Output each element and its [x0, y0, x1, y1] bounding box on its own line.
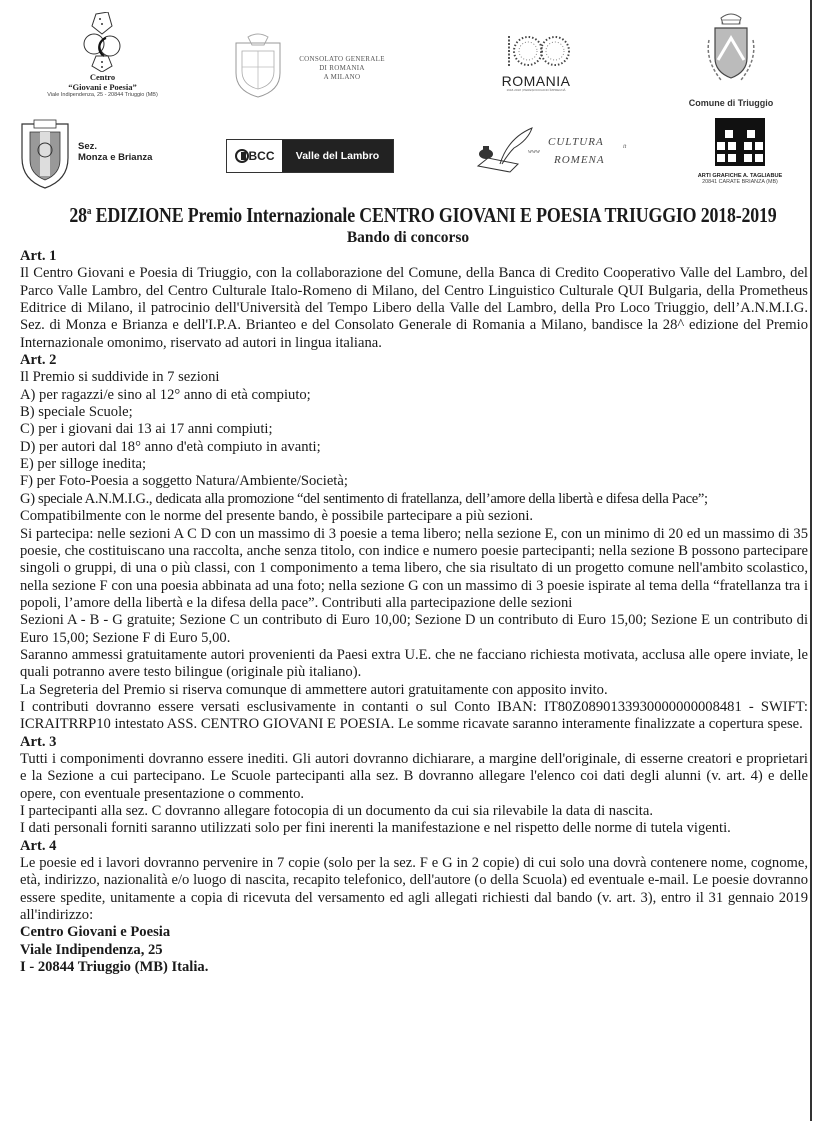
- cultura-www: www: [528, 149, 541, 155]
- consolato-line1: CONSOLATO GENERALE: [299, 55, 385, 63]
- anmig-shield-icon: [18, 118, 72, 190]
- art3-p2: I partecipanti alla sez. C dovranno allegare fotocopia di un documento da cui sia rilevabile la data di nascita.: [20, 803, 653, 819]
- arti-line1: ARTI GRAFICHE A. TAGLIABUE: [697, 173, 783, 179]
- art2-contributi: Sezioni A - B - G gratuite; Sezione C un contributo di Euro 10,00; Sezione D un contributo di Euro 15,00; Sezione E un contributo di Euro 15,00; Sezione F di Euro 5,00.: [20, 612, 808, 646]
- page-title: [69, 203, 777, 228]
- consolato-line2: DI ROMANIA: [319, 64, 365, 72]
- romania-100-logo: [495, 33, 577, 92]
- art1-text: Il Centro Giovani e Poesia di Triuggio, con la collaborazione del Comune, della Banca di Credito Cooperativo Valle del Lambro, del Parco Valle Lambro, del Centro Culturale Italo-Romeno di Milano, del Centro Linguistico Culturale QUI Bulgaria, della Prometheus Editrice di Milano, il patrocinio dell'Università del Tempo Libero della Valle del Lambro, della Pro Loco Triuggio, dell’A.N.M.I.G. Sez. di Monza e Brianza e dell'I.P.A. Brianteo e del Consolato Generale di Romania a Milano, bandisce la 28^ edizione del Premio Internazionale omonimo, riservato ad autori in lingua italiana.: [20, 265, 808, 351]
- centro-name-line2: “Giovani e Poesia”: [68, 82, 137, 92]
- art4-heading: Art. 4: [20, 837, 57, 854]
- anmig-line1: Sez.: [78, 141, 98, 152]
- section-item: A) per ragazzi/e sino al 12° anno di età compiuto;: [20, 386, 311, 403]
- section-item: C) per i giovani dai 13 ai 17 anni compiuti;: [20, 421, 273, 438]
- arti-grafiche-logo: [694, 118, 786, 185]
- art2-compat: Compatibilmente con le norme del presente bando, è possibile partecipare a più sezioni.: [20, 508, 534, 525]
- comune-triuggio-logo: [678, 10, 784, 108]
- art2-extra-ue: Saranno ammessi gratuitamente autori provenienti da Paesi extra U.E. che ne facciano richiesta motivata, acclusa alle opere inviate, le quali potranno avere testo bilingue (originale più italiano).: [20, 646, 808, 681]
- triuggio-crest-icon: [701, 10, 761, 90]
- bcc-mark-text: BCC: [248, 149, 275, 163]
- section-item: D) per autori dal 18° anno d'età compiuto in avanti;: [20, 438, 321, 455]
- arti-grafiche-grid-icon: [715, 118, 765, 166]
- anmig-line2: Monza e Brianza: [78, 152, 153, 163]
- anmig-logo: [18, 118, 178, 190]
- cultura-word1: CULTURA: [548, 136, 604, 148]
- art4-text: Le poesie ed i lavori dovranno pervenire in 7 copie (solo per la sez. F e G in 2 copie) di cui solo una dovrà contenere nome, cognome, età, indirizzo, nazionalità e/o luogo di nascita, recapito telefonico, dell'autore (o della Scuola) ed eventuale e-mail. Le poesie dovranno essere spedite, unitamente a copia di ricevuta del versamento ed agli allegati richiesti dal bando (v. art. 3), entro il 31 gennaio 2019 all'indirizzo:: [20, 855, 808, 924]
- art3-p1: Tutti i componimenti dovranno essere inediti. Gli autori dovranno dichiarare, a margine dell'originale, di esserne creatori e proprietari e la Sezione a cui partecipano. Le Scuole partecipanti alla sez. B dovranno allegare l'elenco coi dati degli alunni (v. art. 4) e delle opere, con eventuale presentazione o commento.: [20, 750, 808, 802]
- cultura-tld: it: [623, 144, 627, 150]
- section-item: B) speciale Scuole;: [20, 404, 133, 421]
- consolato-logo: [232, 33, 402, 98]
- title-superscript: a: [86, 204, 92, 217]
- art2-intro: Il Premio si suddivide in 7 sezioni: [20, 369, 220, 386]
- address-line: Centro Giovani e Poesia: [20, 924, 171, 941]
- address-line: I - 20844 Triuggio (MB) Italia.: [20, 959, 209, 976]
- art1-heading: Art. 1: [20, 248, 57, 264]
- bcc-tag: Valle del Lambro: [282, 140, 393, 172]
- centro-address: Viale Indipendenza, 25 - 20844 Triuggio (MB): [47, 92, 158, 98]
- section-item: E) per silloge inedita;: [20, 456, 147, 473]
- comune-label: Comune di Triuggio: [688, 98, 774, 108]
- romania-100-subtitle: 1918-2018 | PEREȘOCCUANO ÎMPREUNĂ: [506, 88, 566, 92]
- bcc-valle-lambro-logo: [226, 139, 394, 173]
- art3-p3: I dati personali forniti saranno utilizzati solo per fini inerenti la manifestazione e nel rispetto delle norme di tutela vigenti.: [20, 820, 731, 837]
- art3-heading: Art. 3: [20, 733, 57, 750]
- title-number: 28: [69, 203, 87, 227]
- page-subtitle: Bando di concorso: [346, 229, 470, 246]
- art2-partecipa: Si partecipa: nelle sezioni A C D con un massimo di 3 poesie a tema libero; nella sezione E, con un minimo di 20 ed un massimo di 35 poesie, che costituiscano una raccolta, anche senza titolo, con indice e numero poesie partecipanti; nella sezione B possono partecipare singoli o gruppi, di una o più classi, con 1 componimento a tema libero, che sia risultato di un progetto comune nell'ambito scolastico, nella sezione F con una poesia abbinata ad una foto; nella sezione G con un massimo di 3 poesie ispirate al tema della “fratellanza tra i popoli, l’amore della libertà e la difesa della pace”. Contributi alla partecipazione delle sezioni: [20, 525, 808, 611]
- consolato-line3: A MILANO: [323, 73, 361, 81]
- art2-versamento: I contributi dovranno essere versati esclusivamente in contanti o sul Conto IBAN: IT80Z0890133930000000008481 - SWIFT: ICRAITRRP10 intestato ASS. CENTRO GIOVANI E POESIA. Le somme ricavate saranno interamente finalizzate a copertura spese.: [20, 698, 808, 733]
- cultura-word2: ROMENA: [554, 154, 605, 166]
- address-line: Viale Indipendenza, 25: [20, 941, 163, 958]
- romania-100-mark-icon: [501, 33, 571, 69]
- art2-heading: Art. 2: [20, 352, 57, 369]
- title-text: EDIZIONE Premio Internazionale CENTRO GIOVANI E POESIA TRIUGGIO 2018-2019: [91, 203, 777, 227]
- document-body: [20, 248, 808, 976]
- centro-name-line1: Centro: [89, 72, 116, 82]
- bcc-mark-icon: [235, 149, 249, 163]
- section-item: F) per Foto-Poesia a soggetto Natura/Ambiente/Società;: [20, 473, 348, 490]
- poesia-emblem-icon: [78, 12, 128, 72]
- centro-giovani-poesia-logo: [20, 12, 185, 98]
- cultura-romena-logo: [470, 124, 640, 184]
- art2-segreteria: La Segreteria del Premio si riserva comunque di ammettere autori gratuitamente con apposito invito.: [20, 681, 608, 698]
- page-edge-line: [810, 0, 812, 1121]
- arti-line2: 20841 CARATE BRIANZA (MB): [702, 179, 778, 185]
- section-item: G) speciale A.N.M.I.G., dedicata alla promozione “del sentimento di fratellanza, dell’amore della libertà e difesa della Pace”;: [20, 490, 708, 507]
- romania-word: ROMANIA: [501, 73, 571, 89]
- romania-coat-of-arms-icon: [232, 33, 284, 98]
